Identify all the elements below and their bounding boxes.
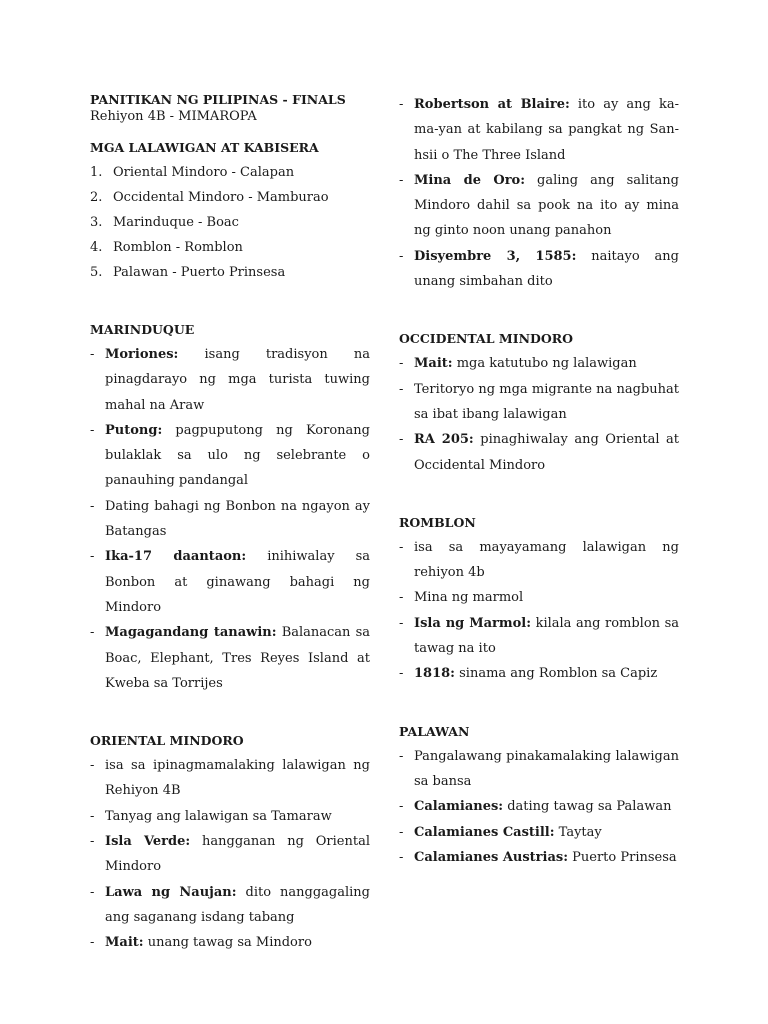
list-item	[399, 820, 679, 845]
list-item	[90, 210, 370, 235]
item-text: isang tradisyon na pinagdarayo ng mga turista tuwing mahal na Araw	[105, 347, 370, 413]
list-item	[399, 794, 679, 819]
list-item	[90, 544, 370, 620]
bullet-dash-icon: -	[399, 590, 404, 606]
list-item	[90, 930, 370, 955]
list-item	[399, 351, 679, 376]
bullet-dash-icon: -	[399, 97, 404, 112]
bullet-dash-icon: -	[399, 356, 404, 372]
list-item	[90, 880, 370, 931]
list-item	[399, 168, 679, 244]
bullet-dash-icon: -	[399, 748, 404, 764]
bullet-dash-icon: -	[90, 834, 95, 850]
marinduque-list	[90, 342, 370, 696]
list-item	[90, 620, 370, 696]
bullet-dash-icon: -	[399, 849, 404, 865]
item-text: Taytay	[554, 824, 602, 840]
item-text: Pangalawang pinakamalaking lalawigan sa bansa	[414, 748, 679, 789]
item-term: Calamianes Castill:	[414, 824, 555, 840]
list-item	[90, 185, 370, 210]
item-term: Putong:	[105, 422, 163, 438]
item-text: Oriental Mindoro - Calapan	[113, 165, 295, 180]
item-term: Mait:	[414, 356, 453, 372]
item-text: Dating bahagi ng Bonbon na ngayon ay Batangas	[105, 498, 370, 540]
document-subtitle: Rehiyon 4B - MIMAROPA	[90, 109, 257, 124]
bullet-dash-icon: -	[399, 666, 404, 682]
item-term: Magagandang tanawin:	[105, 625, 277, 641]
list-item	[399, 611, 679, 662]
list-item	[399, 377, 679, 428]
bullet-dash-icon: -	[399, 615, 404, 631]
left-column	[90, 92, 370, 956]
item-number: 4.	[90, 240, 103, 255]
bullet-dash-icon: -	[399, 539, 404, 555]
item-term: Robertson at Blaire:	[414, 97, 570, 112]
item-text: Tanyag ang lalawigan sa Tamaraw	[105, 808, 332, 824]
item-term: Lawa ng Naujan:	[105, 884, 237, 900]
item-text: ito ay ang ka-ma-yan at kabilang sa pangkat ng San-hsii o The Three Island	[414, 97, 679, 163]
item-term: Mina de Oro:	[414, 172, 526, 188]
item-text: isa sa ipinagmamalaking lalawigan ng Rehiyon 4B	[105, 758, 370, 799]
list-item	[90, 342, 370, 418]
bullet-dash-icon: -	[90, 549, 95, 565]
section-heading-provinces: MGA LALAWIGAN AT KABISERA	[90, 140, 319, 155]
list-item	[90, 804, 370, 829]
palawan-list	[399, 744, 679, 870]
section-heading-occidental-mindoro: OCCIDENTAL MINDORO	[399, 331, 573, 347]
bullet-dash-icon: -	[399, 799, 404, 815]
list-item	[90, 418, 370, 494]
section-heading-romblon: ROMBLON	[399, 514, 476, 530]
item-term: Isla Verde:	[105, 834, 191, 850]
bullet-dash-icon: -	[90, 498, 95, 514]
item-text: Puerto Prinsesa	[568, 849, 677, 865]
item-term: Calamianes:	[414, 799, 504, 815]
list-item	[399, 661, 679, 686]
list-item	[399, 585, 679, 610]
item-term: Moriones:	[105, 347, 179, 362]
item-text: isa sa mayayamang lalawigan ng rehiyon 4b	[414, 539, 679, 581]
list-item	[90, 829, 370, 880]
bullet-dash-icon: -	[90, 422, 95, 438]
list-item	[399, 244, 679, 295]
list-item	[399, 744, 679, 795]
item-term: Ika-17 daantaon:	[105, 549, 247, 565]
item-text: unang tawag sa Mindoro	[143, 935, 312, 951]
continued-list	[399, 92, 679, 294]
section-heading-palawan: PALAWAN	[399, 723, 470, 739]
oriental-mindoro-list	[90, 753, 370, 955]
bullet-dash-icon: -	[399, 248, 404, 264]
item-text: sinama ang Romblon sa Capiz	[454, 666, 658, 682]
item-text: galing ang salitang Mindoro dahil sa pook na ito ay mina ng ginto noon unang panahon	[414, 172, 679, 239]
item-text: pinaghiwalay ang Oriental at Occidental Mindoro	[414, 432, 679, 473]
item-term: Mait:	[105, 935, 144, 951]
item-number: 1.	[90, 165, 103, 180]
bullet-dash-icon: -	[90, 808, 95, 824]
item-number: 2.	[90, 190, 103, 205]
list-item	[399, 427, 679, 478]
list-item	[90, 494, 370, 545]
item-text: naitayo ang unang simbahan dito	[414, 248, 679, 290]
occidental-mindoro-list	[399, 351, 679, 477]
list-item	[399, 92, 679, 168]
item-text: Teritoryo ng mga migrante na nagbuhat sa ibat ibang lalawigan	[414, 381, 679, 422]
item-text: kilala ang romblon sa tawag na ito	[414, 615, 680, 657]
list-item	[399, 845, 679, 870]
section-heading-marinduque: MARINDUQUE	[90, 322, 195, 337]
section-heading-oriental-mindoro: ORIENTAL MINDORO	[90, 733, 244, 749]
item-number: 3.	[90, 215, 103, 230]
bullet-dash-icon: -	[399, 432, 404, 448]
item-text: Occidental Mindoro - Mamburao	[113, 190, 329, 205]
item-text: dito nanggagaling ang saganang isdang tabang	[105, 884, 370, 925]
right-column	[399, 92, 679, 870]
bullet-dash-icon: -	[90, 347, 95, 362]
item-text: Marinduque - Boac	[113, 215, 239, 230]
item-text: Palawan - Puerto Prinsesa	[113, 265, 286, 280]
item-text: dating tawag sa Palawan	[503, 799, 672, 815]
item-text: mga katutubo ng lalawigan	[452, 356, 637, 372]
item-text: pagpuputong ng Koronang bulaklak sa ulo ng selebrante o panauhing pandangal	[105, 422, 370, 489]
item-term: Isla ng Marmol:	[414, 615, 532, 631]
provinces-list	[90, 160, 370, 285]
item-text: Mina ng marmol	[414, 590, 524, 606]
bullet-dash-icon: -	[90, 625, 95, 641]
item-text: Balanacan sa Boac, Elephant, Tres Reyes Island at Kweba sa Torrijes	[105, 625, 370, 691]
list-item	[90, 260, 370, 285]
bullet-dash-icon: -	[399, 172, 404, 188]
item-term: 1818:	[414, 666, 455, 682]
item-term: RA 205:	[414, 432, 474, 448]
romblon-list	[399, 535, 679, 687]
item-term: Disyembre 3, 1585:	[414, 248, 577, 264]
bullet-dash-icon: -	[90, 758, 95, 774]
list-item	[90, 160, 370, 185]
bullet-dash-icon: -	[399, 381, 404, 397]
bullet-dash-icon: -	[399, 824, 404, 840]
item-number: 5.	[90, 265, 103, 280]
item-text: Romblon - Romblon	[113, 240, 243, 255]
list-item	[399, 535, 679, 586]
list-item	[90, 753, 370, 804]
list-item	[90, 235, 370, 260]
bullet-dash-icon: -	[90, 935, 95, 951]
item-term: Calamianes Austrias:	[414, 849, 569, 865]
document-title: PANITIKAN NG PILIPINAS - FINALS	[90, 92, 346, 107]
item-text: inihiwalay sa Bonbon at ginawang bahagi ng Mindoro	[105, 549, 370, 615]
bullet-dash-icon: -	[90, 884, 95, 900]
item-text: hangganan ng Oriental Mindoro	[105, 834, 370, 875]
